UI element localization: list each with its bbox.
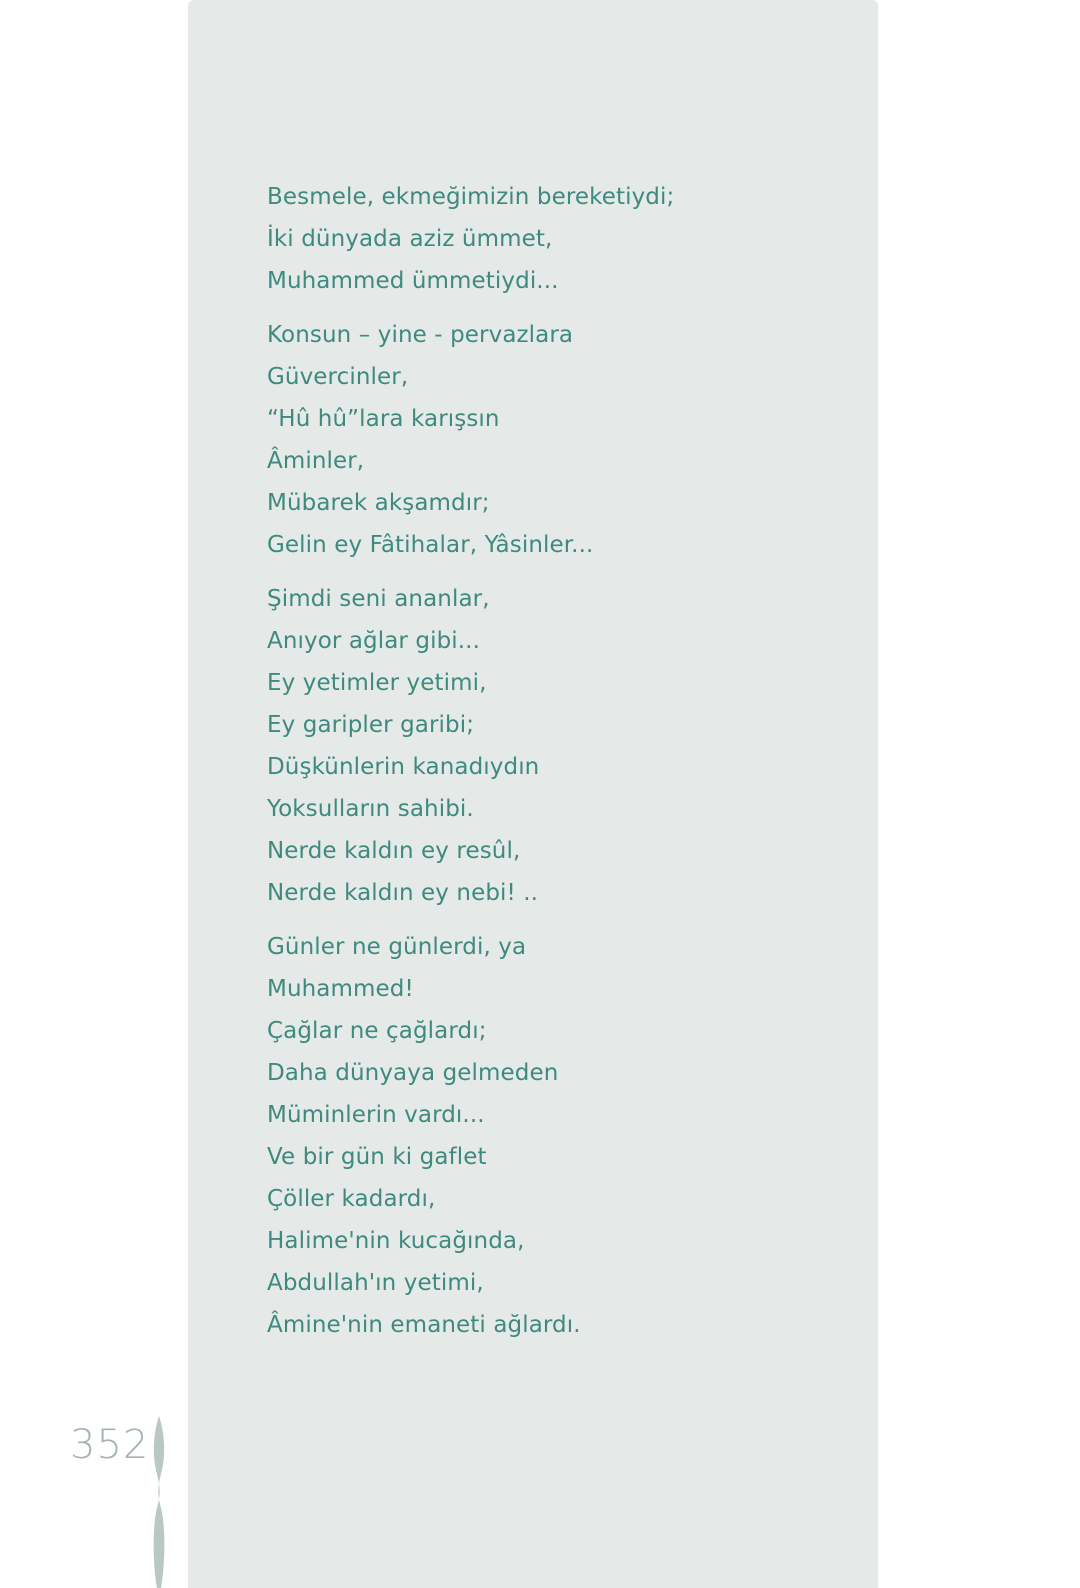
poem-line: Âmine'nin emaneti ağlardı. <box>267 1312 581 1338</box>
poem-line: Ve bir gün ki gaflet <box>267 1144 487 1170</box>
page-number: 352 <box>70 1422 150 1468</box>
stanza-4 <box>267 926 827 1346</box>
poem-line: Abdullah'ın yetimi, <box>267 1270 484 1296</box>
poem-line: Besmele, ekmeğimizin bereketiydi; <box>267 184 675 210</box>
poem-line: Halime'nin kucağında, <box>267 1228 525 1254</box>
poem-line: Anıyor ağlar gibi... <box>267 628 481 654</box>
stanza-1 <box>267 176 827 302</box>
poem-line: Nerde kaldın ey resûl, <box>267 838 521 864</box>
poem-line: Müminlerin vardı... <box>267 1102 485 1128</box>
poem-line: Nerde kaldın ey nebi! .. <box>267 880 539 906</box>
poem-line: Günler ne günlerdi, ya <box>267 934 527 960</box>
poem-line: “Hû hû”lara karışsın <box>267 406 500 432</box>
poem-line: Çöller kadardı, <box>267 1186 436 1212</box>
poem-line: Mübarek akşamdır; <box>267 490 490 516</box>
poem-text <box>267 176 827 1358</box>
poem-line: Güvercinler, <box>267 364 409 390</box>
poem-line: Daha dünyaya gelmeden <box>267 1060 559 1086</box>
decorative-ornament-icon <box>148 1416 170 1588</box>
poem-line: Muhammed! <box>267 976 414 1002</box>
stanza-2 <box>267 314 827 566</box>
poem-line: Düşkünlerin kanadıydın <box>267 754 540 780</box>
poem-line: İki dünyada aziz ümmet, <box>267 226 553 252</box>
stanza-3 <box>267 578 827 914</box>
poem-line: Muhammed ümmetiydi... <box>267 268 559 294</box>
poem-line: Şimdi seni ananlar, <box>267 586 490 612</box>
poem-line: Çağlar ne çağlardı; <box>267 1018 487 1044</box>
poem-line: Âminler, <box>267 448 365 474</box>
poem-line: Ey garipler garibi; <box>267 712 475 738</box>
poem-line: Ey yetimler yetimi, <box>267 670 487 696</box>
poem-line: Konsun – yine - pervazlara <box>267 322 574 348</box>
poem-line: Gelin ey Fâtihalar, Yâsinler... <box>267 532 594 558</box>
poem-line: Yoksulların sahibi. <box>267 796 474 822</box>
